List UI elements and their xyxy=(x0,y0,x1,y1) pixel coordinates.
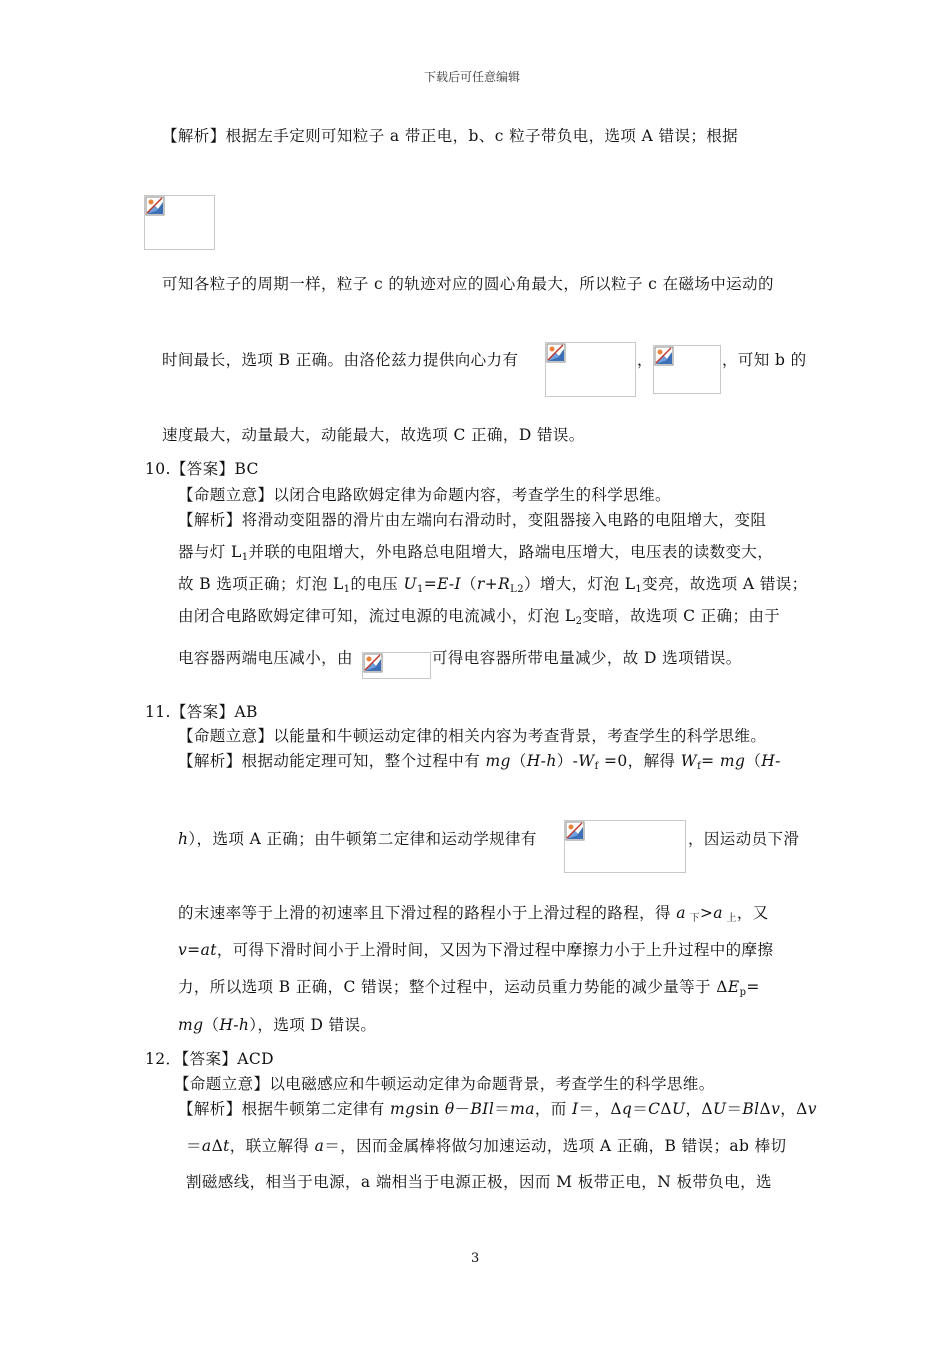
broken-image-icon xyxy=(145,196,165,216)
q10-analysis-line-4: 由闭合电路欧姆定律可知，流过电源的电流减小，灯泡 $L_2$变暗，故选项 C 正确；由于 xyxy=(178,607,781,627)
q10-analysis-line-2: 器与灯 $L_1$并联的电阻增大，外电路总电阻增大，路端电压增大，电压表的读数变大， xyxy=(178,543,774,563)
q11-analysis-line-5: 力，所以选项 B 正确，C 错误；整个过程中，运动员重力势能的减少量等于 $\Delta E_p=$ xyxy=(178,978,760,998)
formula-image xyxy=(653,345,721,394)
formula-image xyxy=(564,820,686,873)
q10-analysis-line-5a: 电容器两端电压减小，由 xyxy=(178,649,353,667)
q12-analysis-line-1: 【解析】根据牛顿第二定律有 mgsin θ－BIl＝ma，而 I＝，Δq＝CΔU，ΔU＝BlΔv，Δv xyxy=(178,1100,817,1118)
broken-image-icon xyxy=(363,653,383,673)
q9-line-1: 【解析】根据左手定则可知粒子 a 带正电，b、c 粒子带负电，选项 A 错误；根据 xyxy=(162,127,739,145)
q11-intent: 【命题立意】以能量和牛顿运动定律的相关内容为考查背景，考查学生的科学思维。 xyxy=(178,727,767,745)
formula-image xyxy=(144,195,215,250)
q9-line-3b: ， xyxy=(637,351,653,369)
q11-analysis-line-4: v=at，可得下滑时间小于上滑时间，又因为下滑过程中摩擦力小于上升过程中的摩擦 xyxy=(178,941,774,959)
formula-image xyxy=(362,652,431,679)
q11-analysis-line-3: 的末速率等于上滑的初速率且下滑过程的路程小于上滑过程的路程，得 a $_下$>a $_上$，又 xyxy=(178,904,769,924)
q12-intent: 【命题立意】以电磁感应和牛顿运动定律为命题背景，考查学生的科学思维。 xyxy=(174,1075,715,1093)
q9-line-4: 速度最大，动量最大，动能最大，故选项 C 正确，D 错误。 xyxy=(162,426,585,444)
formula-image xyxy=(545,342,636,397)
q10-intent: 【命题立意】以闭合电路欧姆定律为命题内容，考查学生的科学思维。 xyxy=(178,486,671,504)
broken-image-icon xyxy=(565,821,585,841)
q9-line-3c: ，可知 b 的 xyxy=(722,351,807,369)
broken-image-icon xyxy=(546,343,566,363)
q10-analysis-line-3: 故 B 选项正确；灯泡 $L_1$的电压 $U_1=E-I(r+R_{L2})$增大，灯泡 $L_1$变亮，故选项 A 错误； xyxy=(178,575,808,595)
q9-line-2: 可知各粒子的周期一样，粒子 c 的轨迹对应的圆心角最大，所以粒子 c 在磁场中运动的 xyxy=(162,275,774,293)
q12-analysis-line-2: ＝aΔt，联立解得 a＝，因而金属棒将做匀加速运动，选项 A 正确，B 错误；ab 棒切 xyxy=(186,1137,787,1155)
q10-answer: 10.【答案】BC xyxy=(145,460,259,478)
q11-analysis-line-2c: ，因运动员下滑 xyxy=(688,830,800,848)
q9-line-3a: 时间最长，选项 B 正确。由洛伦兹力提供向心力有 xyxy=(162,351,519,369)
broken-image-icon xyxy=(654,346,674,366)
q12-analysis-line-3: 割磁感线，相当于电源，a 端相当于电源正极，因而 M 板带正电，N 板带负电，选 xyxy=(186,1173,772,1191)
page-header: 下载后可任意编辑 xyxy=(424,70,521,84)
q11-answer: 11.【答案】AB xyxy=(145,703,258,721)
q11-analysis-line-2a: h），选项 A 正确；由牛顿第二定律和运动学规律有 xyxy=(178,830,537,848)
q10-analysis-line-1: 【解析】将滑动变阻器的滑片由左端向右滑动时，变阻器接入电路的电阻增大，变阻 xyxy=(178,511,767,529)
q11-analysis-line-6: mg（H-h），选项 D 错误。 xyxy=(178,1016,377,1034)
q12-answer: 12．【答案】ACD xyxy=(145,1050,274,1068)
q10-analysis-line-5b: 可得电容器所带电量减少，故 D 选项错误。 xyxy=(432,649,742,667)
page-number: 3 xyxy=(471,1251,480,1266)
q11-analysis-line-1: 【解析】根据动能定理可知，整个过程中有 $mg(H-h)-W_f =0$，解得 $W_f= mg(H-$ xyxy=(178,752,781,772)
